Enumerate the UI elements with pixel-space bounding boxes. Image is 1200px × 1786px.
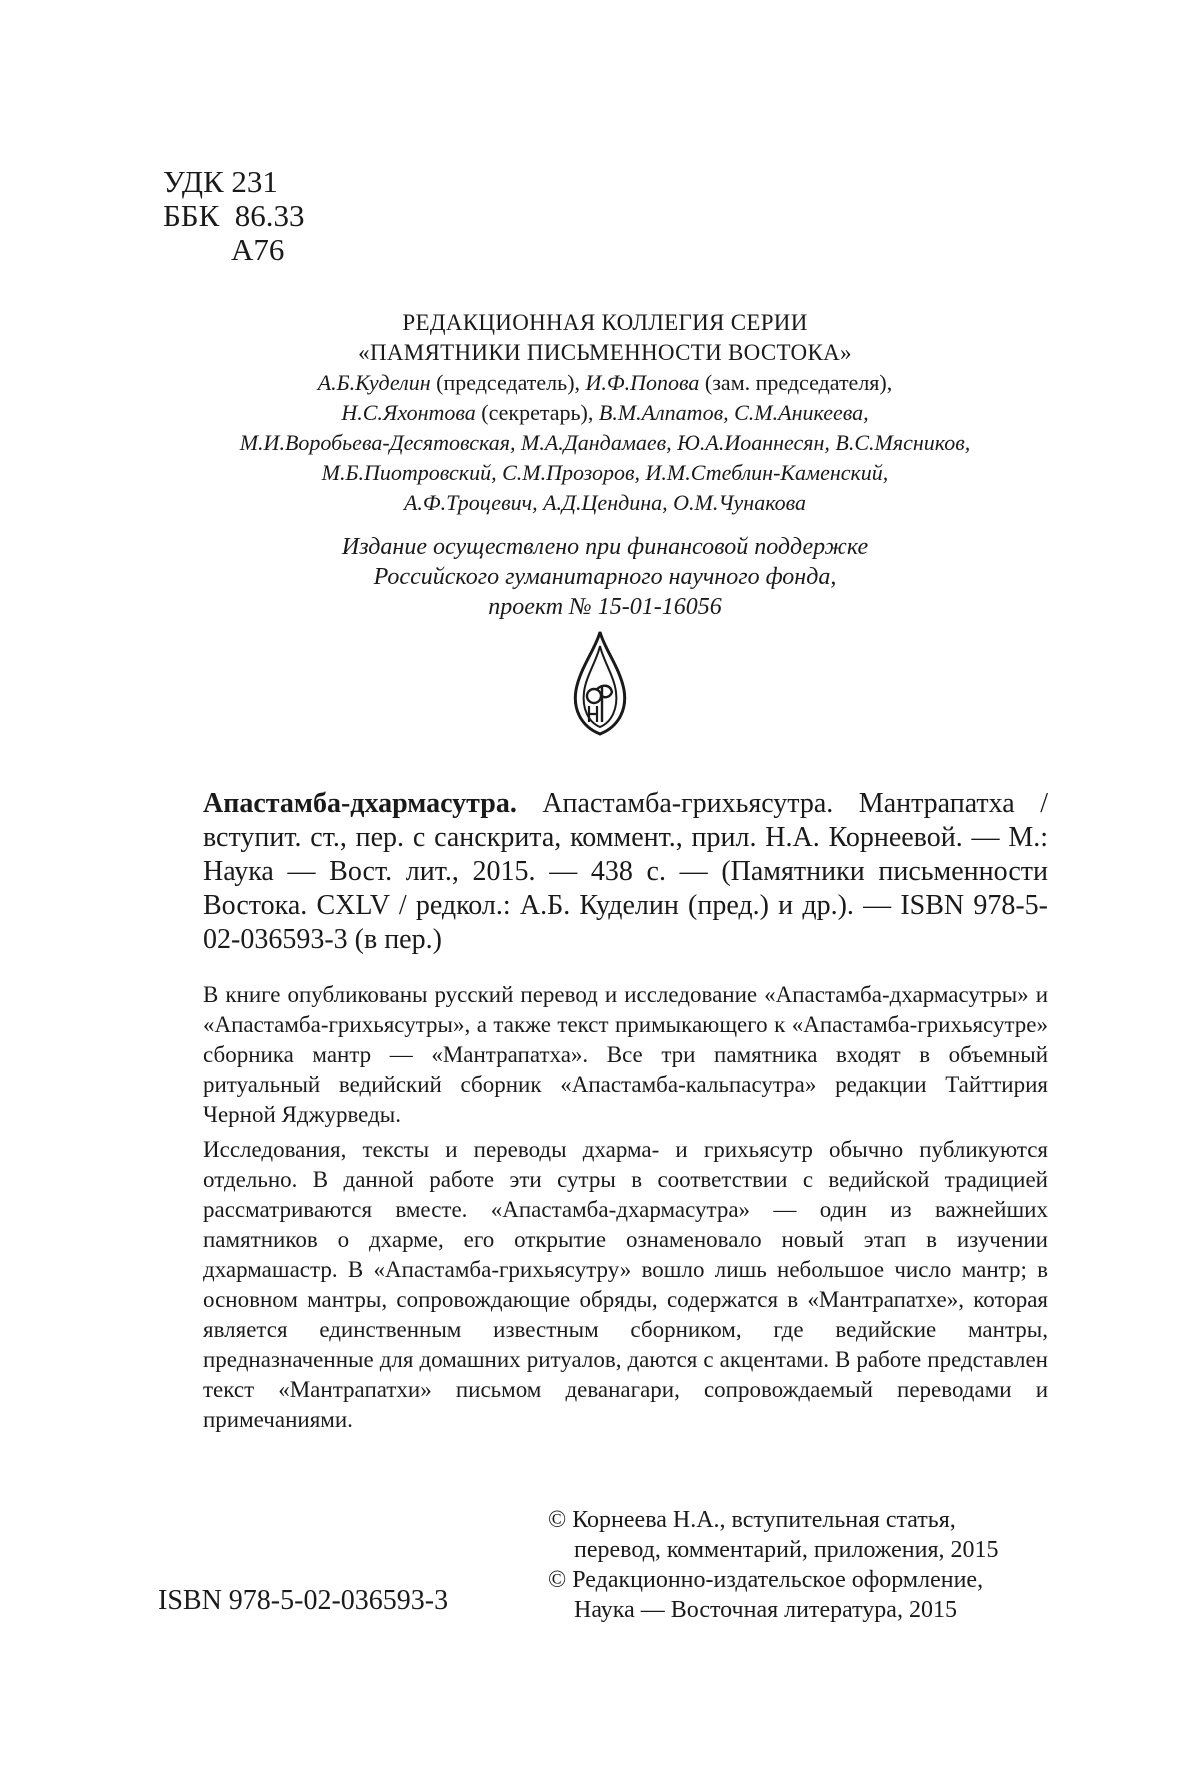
board-member-names: М.Б.Пиотровский, С.М.Прозоров, И.М.Стеблин-Каменский, xyxy=(321,460,889,485)
board-member-names: А.Ф.Троцевич, А.Д.Цендина, О.М.Чунакова xyxy=(403,490,807,515)
bibliographic-details: Апастамба-грихьясутра. Мантрапатха / вступит. ст., пер. с санскрита, коммент., прил. Н.А. Корнеевой. — М.: Наука — Вост. лит., 2015. — 438 с. — (Памятники письменности Востока. CXLV / редкол.: А.Б. Куделин (пред.) и др.). — ISBN 978-5-02-036593-3 (в пер.) xyxy=(203,788,1048,955)
board-members-line3 xyxy=(140,428,1070,458)
isbn: ISBN 978-5-02-036593-3 xyxy=(158,1585,449,1616)
board-member-name: И.Ф.Попова xyxy=(585,370,700,395)
board-member-name: А.Б.Куделин xyxy=(317,370,431,395)
board-member-name: Н.С.Яхонтова xyxy=(341,400,476,425)
funding-line3: проект № 15-01-16056 xyxy=(488,594,722,620)
annotation-paragraph: Исследования, тексты и переводы дхарма- и грихьясутр обычно публикуются отдельно. В данной работе эти сутры в соответствии с ведийской традицией рассматриваются вместе. «Апастамба-дхармасутра» — один из важнейших памятников о дхарме, его открытие ознаменовало новый этап в изучении дхармашастр. В «Апастамба-грихьясутру» вошло лишь небольшое число мантр; в основном мантры, сопровождающие обряды, содержатся в «Мантрапатхе», которая является единственным известным сборником, где ведийские мантры, предназначенные для домашних ритуалов, даются с акцентами. В работе представлен текст «Мантрапатхи» письмом деванагари, сопровождаемый переводами и примечаниями. xyxy=(203,1137,1048,1432)
annotation xyxy=(203,980,1048,1440)
board-members-line2 xyxy=(140,398,1070,428)
udk-code: УДК 231 xyxy=(163,164,278,199)
board-title-line2: «ПАМЯТНИКИ ПИСЬМЕННОСТИ ВОСТОКА» xyxy=(358,340,852,365)
bibliographic-record xyxy=(203,787,1048,957)
funding-line1: Издание осуществлено при финансовой поддержке xyxy=(341,534,869,560)
copyright-line: перевод, комментарий, приложения, 2015 xyxy=(574,1537,999,1563)
annotation-paragraph: В книге опубликованы русский перевод и исследование «Апастамба-дхармасутры» и «Апастамба-грихьясутры», а также текст примыкающего к «Апастамба-грихьясутре» сборника мантр — «Мантрапатха». Все три памятника входят в объемный ритуальный ведийский сборник «Апастамба-кальпасутра» редакции Тайттирия Черной Яджурведы. xyxy=(203,982,1048,1127)
board-member-role: (зам. председателя), xyxy=(699,370,893,395)
copyright-notices xyxy=(548,1505,1068,1625)
classification-codes xyxy=(163,165,305,267)
book-title: Апастамба-дхармасутра. xyxy=(203,788,517,819)
board-members-line4 xyxy=(140,458,1070,488)
board-title-line1: РЕДАКЦИОННАЯ КОЛЛЕГИЯ СЕРИИ xyxy=(402,310,808,335)
board-member-role: (председатель), xyxy=(430,370,586,395)
funding-line2: Российского гуманитарного научного фонда, xyxy=(373,564,837,590)
bbk-code: ББК 86.33 xyxy=(163,198,305,233)
copyright-line: © Редакционно-издательское оформление, xyxy=(548,1567,984,1593)
editorial-board xyxy=(140,308,1070,518)
board-member-names: В.М.Алпатов, С.М.Аникеева, xyxy=(598,400,869,425)
funding-note xyxy=(140,532,1070,622)
copyright-line: Наука — Восточная литература, 2015 xyxy=(574,1597,957,1623)
author-mark: А76 xyxy=(231,232,285,267)
publisher-emblem-icon xyxy=(570,628,630,738)
board-member-names: М.И.Воробьева-Десятовская, М.А.Дандамаев, Ю.А.Иоаннесян, В.С.Мясников, xyxy=(239,430,971,455)
copyright-line: © Корнеева Н.А., вступительная статья, xyxy=(548,1507,956,1533)
board-members-line1 xyxy=(140,368,1070,398)
board-members-line5 xyxy=(140,488,1070,518)
board-member-role: (секретарь), xyxy=(475,400,599,425)
